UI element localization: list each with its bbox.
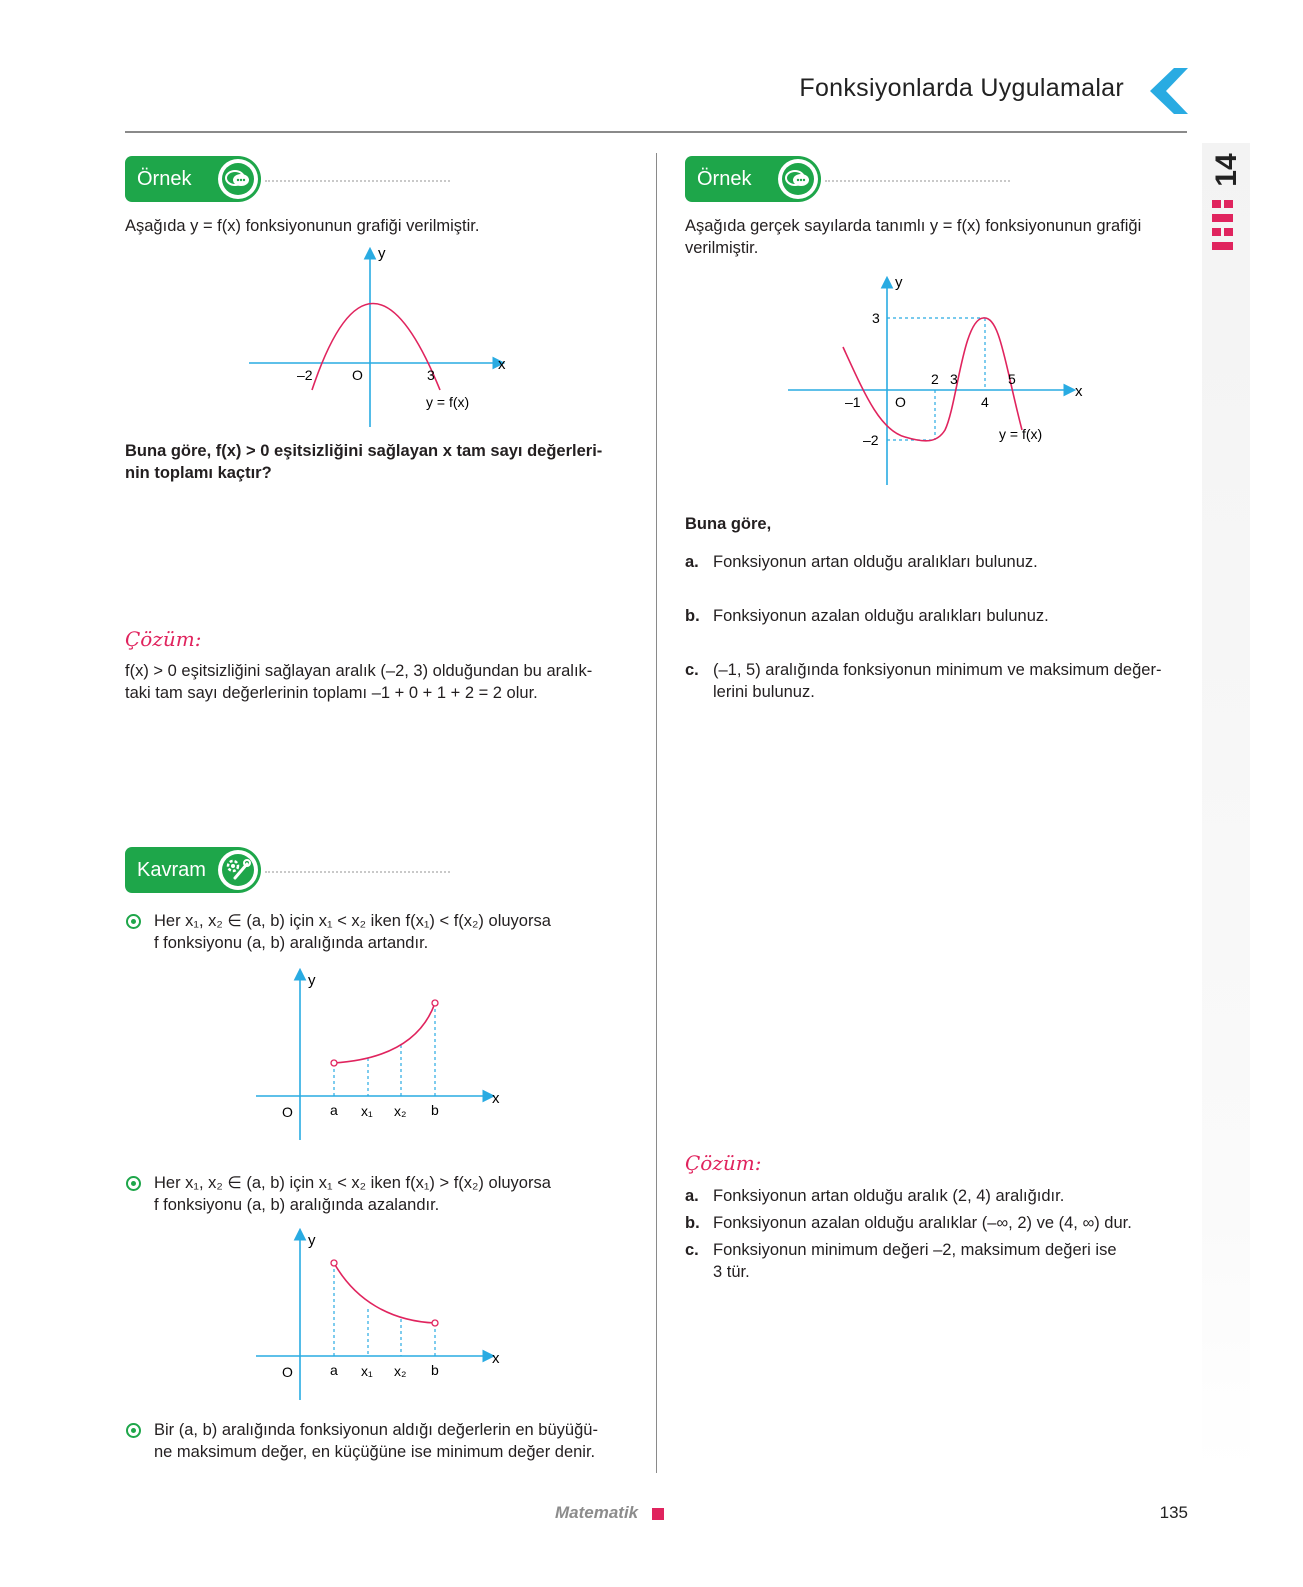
tick-label: x₁ <box>361 1363 373 1379</box>
tick-label: x₁ <box>361 1103 373 1119</box>
bullet-icon <box>126 914 141 929</box>
solution-label: c. <box>685 1241 699 1259</box>
endpoint <box>331 1260 337 1266</box>
curve-label: y = f(x) <box>426 394 470 410</box>
question-line: nin toplamı kaçtır? <box>125 464 272 482</box>
parabola-curve <box>312 304 440 391</box>
solution-line: f(x) > 0 eşitsizliğini sağlayan aralık (–2, 3) olduğundan bu aralık- <box>125 662 593 680</box>
y-axis-label: y <box>895 275 903 291</box>
x-axis-label: x <box>492 1090 500 1107</box>
graph-increasing <box>250 965 510 1140</box>
solution-label: b. <box>685 1214 700 1232</box>
chevron-left-icon <box>1148 68 1192 114</box>
tag-dotted-line <box>265 180 450 182</box>
concept-text: f fonksiyonu (a, b) aralığında azalandır. <box>154 1196 440 1214</box>
question-text: Fonksiyonun artan olduğu aralıkları bulunuz. <box>713 553 1038 571</box>
origin-label: O <box>282 1104 293 1120</box>
endpoint <box>432 1320 438 1326</box>
question-label: a. <box>685 553 699 571</box>
page-header-title: Fonksiyonlarda Uygulamalar <box>799 74 1124 102</box>
tick-label: a <box>330 1102 338 1118</box>
tick-label: –1 <box>845 394 861 410</box>
publisher-logo-icon <box>1212 200 1242 252</box>
question-text: (–1, 5) aralığında fonksiyonun minimum ve maksimum değer- <box>713 661 1162 679</box>
question-text: lerini bulunuz. <box>713 683 815 701</box>
concept-tag-label: Kavram <box>137 859 206 881</box>
solution-heading: Çözüm: <box>125 627 202 651</box>
y-axis-label: y <box>308 1232 316 1249</box>
page-number: 135 <box>1159 1503 1188 1522</box>
concept-tag <box>125 847 261 893</box>
solution-text: Fonksiyonun artan olduğu aralık (2, 4) aralığıdır. <box>713 1187 1065 1205</box>
graph-cubic <box>785 275 1095 490</box>
example-tag-label: Örnek <box>697 168 752 190</box>
chapter-number: 14 <box>1210 153 1243 187</box>
y-axis-label: y <box>308 972 316 989</box>
tag-dotted-line <box>265 871 450 873</box>
example-intro: Aşağıda gerçek sayılarda tanımlı y = f(x) fonksiyonunun grafiği <box>685 217 1142 235</box>
footer-square-icon <box>652 1508 664 1520</box>
question-line: Buna göre, f(x) > 0 eşitsizliğini sağlayan x tam sayı değerleri- <box>125 442 603 460</box>
speech-bubbles-icon <box>218 159 258 199</box>
x-axis-label: x <box>492 1350 500 1367</box>
solution-text: Fonksiyonun minimum değeri –2, maksimum değeri ise <box>713 1241 1117 1259</box>
endpoint <box>432 1000 438 1006</box>
tick-label: 3 <box>872 310 880 326</box>
x-axis-label: x <box>1075 383 1083 400</box>
column-divider <box>656 153 657 1473</box>
concept-text: Bir (a, b) aralığında fonksiyonun aldığı değerlerin en büyüğü- <box>154 1421 598 1439</box>
tag-dotted-line <box>825 180 1010 182</box>
tick-label: 3 <box>427 367 435 383</box>
example-tag-label: Örnek <box>137 168 192 190</box>
tick-label: x₂ <box>394 1363 407 1379</box>
tools-icon <box>218 850 258 890</box>
origin-label: O <box>895 394 906 410</box>
origin-label: O <box>282 1364 293 1380</box>
y-axis-label: y <box>378 245 386 262</box>
speech-bubbles-icon <box>778 159 818 199</box>
footer-subject: Matematik <box>555 1503 639 1522</box>
tick-label: b <box>431 1102 439 1118</box>
concept-text: ne maksimum değer, en küçüğüne ise minimum değer denir. <box>154 1443 596 1461</box>
concept-text: Her x₁, x₂ ∈ (a, b) için x₁ < x₂ iken f(x₁) < f(x₂) oluyorsa <box>154 912 551 930</box>
x-axis-label: x <box>498 356 506 373</box>
increasing-curve <box>334 1003 435 1063</box>
origin-label: O <box>352 367 363 383</box>
tick-label: 2 <box>931 371 939 387</box>
tick-label: a <box>330 1362 338 1378</box>
header-divider <box>125 131 1187 133</box>
tick-label: x₂ <box>394 1103 407 1119</box>
question-text: Fonksiyonun azalan olduğu aralıkları bulunuz. <box>713 607 1049 625</box>
question-label: c. <box>685 661 699 679</box>
tick-label: –2 <box>297 367 313 383</box>
decreasing-curve <box>334 1263 435 1323</box>
tick-label: 4 <box>981 394 989 410</box>
solution-text: 3 tür. <box>713 1263 750 1281</box>
question-label: b. <box>685 607 700 625</box>
tick-label: b <box>431 1362 439 1378</box>
concept-text: Her x₁, x₂ ∈ (a, b) için x₁ < x₂ iken f(x₁) > f(x₂) oluyorsa <box>154 1174 551 1192</box>
endpoint <box>331 1060 337 1066</box>
bullet-icon <box>126 1423 141 1438</box>
example-intro: verilmiştir. <box>685 239 759 257</box>
graph-decreasing <box>250 1225 510 1400</box>
solution-label: a. <box>685 1187 699 1205</box>
tick-label: 5 <box>1008 371 1016 387</box>
solution-heading: Çözüm: <box>685 1151 762 1175</box>
example-tag-left <box>125 156 261 202</box>
graph-parabola <box>240 245 520 430</box>
tick-label: 3 <box>950 371 958 387</box>
example-intro: Aşağıda y = f(x) fonksiyonunun grafiği verilmiştir. <box>125 217 480 235</box>
concept-text: f fonksiyonu (a, b) aralığında artandır. <box>154 934 429 952</box>
solution-text: Fonksiyonun azalan olduğu aralıklar (–∞, 2) ve (4, ∞) dur. <box>713 1214 1132 1232</box>
question-lead: Buna göre, <box>685 515 772 533</box>
bullet-icon <box>126 1176 141 1191</box>
example-tag-right <box>685 156 821 202</box>
curve-label: y = f(x) <box>999 426 1043 442</box>
solution-line: taki tam sayı değerlerinin toplamı –1 + 0 + 1 + 2 = 2 olur. <box>125 684 538 702</box>
side-strip <box>1202 143 1250 1473</box>
tick-label: –2 <box>863 432 879 448</box>
